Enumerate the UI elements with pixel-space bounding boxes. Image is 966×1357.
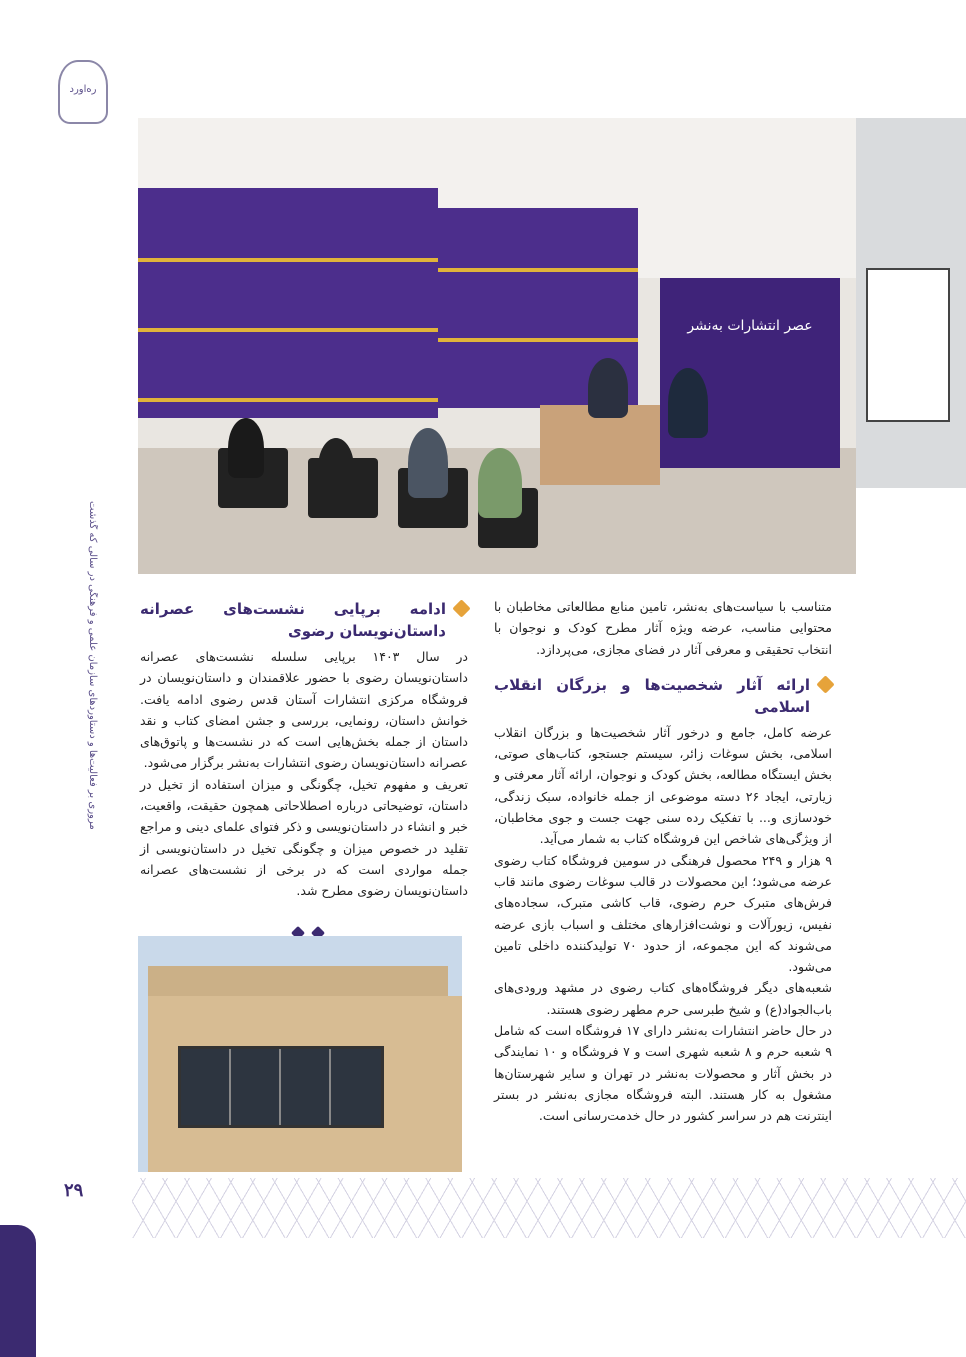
book-shelf <box>138 188 438 418</box>
section-heading <box>140 598 468 642</box>
magazine-logo: ره‌اورد <box>58 60 108 124</box>
paragraph: شعبه‌های دیگر فروشگاه‌های کتاب رضوی در مشهد ورودی‌های باب‌الجواد(ع) و شیخ طبرسی حرم مطهر رضوی هستند. <box>494 980 832 1017</box>
page-number: ۲۹ <box>64 1180 84 1201</box>
audience-person <box>478 448 522 518</box>
section-heading <box>494 674 832 718</box>
audience-person <box>408 428 448 498</box>
speaker-person <box>668 368 708 438</box>
bookstore-event-photo <box>138 118 856 574</box>
section-heading-text: ارائه آثار شخصیت‌ها و بزرگان انقلاب اسلامی <box>494 675 810 716</box>
audience-person <box>318 438 354 498</box>
diamond-bullet-icon <box>452 599 470 617</box>
paragraph: در سال ۱۴۰۳ برپایی سلسله نشست‌های عصرانه داستان‌نویسان رضوی با حضور علاقمندان و داستان‌نویسان در فروشگاه مرکزی انتشارات آستان قدس رضوی ادامه یافت. خوانش داستان، رونمایی، بررسی و جشن امضای کتاب و نقد داستان از جمله بخش‌هایی است که در نشست‌ها و پاتوق‌های عصرانه داستان‌نویسان رضوی انتشارات به‌نشر برگزار می‌شود. <box>140 649 468 771</box>
storefront-window <box>178 1046 384 1128</box>
paragraph: تعریف و مفهوم تخیل، چگونگی و میزان استفاده از تخیل در داستان، توضیحاتی درباره اصطلاحاتی همچون حقیقت، واقعیت، خبر و انشاء در داستان‌نویسی و ذکر فتوای علمای دینی و مراجع تقلید در خصوص میزان و چگونگی تخیل در داستان‌نویسی از جمله مواردی است که در برخی از نشست‌های عصرانه داستان‌نویسان رضوی مطرح شد. <box>140 776 468 899</box>
sidebar-vertical-title: مروری بر فعالیت‌ها و دستاوردهای سازمان علمی و فرهنگی در سالی که گذشت <box>87 501 98 830</box>
paragraph: عرضه کامل، جامع و درخور آثار شخصیت‌ها و بزرگان انقلاب اسلامی، بخش سوغات زائر، سیستم جستجو، کتاب‌های صوتی، بخش ایستگاه مطالعه، بخش کودک و نوجوان، ارائه آثار معرفتی و زیارتی، ایجاد ۲۶ دسته موضوعی از جمله خانواده، سبک زندگی، خودسازی و... با تفکیک رده سنی جهت جست و جوی مخاطبان، از ویژگی‌های شاخص این فروشگاه کتاب به شمار می‌آید. <box>494 724 832 847</box>
book-display-rack <box>866 268 950 422</box>
intro-paragraph: متناسب با سیاست‌های به‌نشر، تامین منابع مطالعاتی مخاطبان با محتوایی مناسب، عرضه ویژه آثار مطرح کودک و نوجوان با انتخاب تحقیقی و معرفی آثار در فضای مجازی، می‌پردازد. <box>494 599 832 657</box>
banner-text: عصر انتشارات به‌نشر <box>687 318 813 334</box>
bookstore-interior-photo <box>856 118 966 488</box>
diamond-bullet-icon <box>816 675 834 693</box>
geometric-pattern <box>132 1178 966 1238</box>
audience-person <box>228 418 264 478</box>
bookstore-building-photo <box>138 936 462 1172</box>
paragraph: ۹ هزار و ۲۴۹ محصول فرهنگی در سومین فروشگاه کتاب رضوی عرضه می‌شود؛ این محصولات در قالب سوغات رضوی مانند قاب فرش‌های متبرک حرم رضوی، قاب کاشی متبرک، سجاده‌های نفیس، زیورآلات و نوشت‌افزارهای مختلف و اسباب بازی عرضه می‌شوند که این مجموعه، از حدود ۷۰ تولیدکننده داخلی تامین می‌شود. <box>494 852 833 975</box>
left-column <box>140 598 468 902</box>
sidebar-band <box>0 1225 36 1357</box>
right-column <box>494 596 832 1127</box>
sidebar <box>0 0 52 1357</box>
speaker-person <box>588 358 628 418</box>
paragraph: در حال حاضر انتشارات به‌نشر دارای ۱۷ فروشگاه است که شامل ۹ شعبه حرم و ۸ شعبه شهری است و ۷ فروشگاه و ۱۰ نمایندگی در بخش آثار و محصولات به‌نشر در تهران و سایر شهرستان‌ها مشغول به کار هستند. البته فروشگاه مجازی به‌نشر در بستر اینترنت هم در سراسر کشور در حال خدمت‌رسانی است. <box>494 1023 832 1124</box>
section-heading-text: ادامه برپایی نشست‌های عصرانه داستان‌نویسان رضوی <box>140 600 446 640</box>
